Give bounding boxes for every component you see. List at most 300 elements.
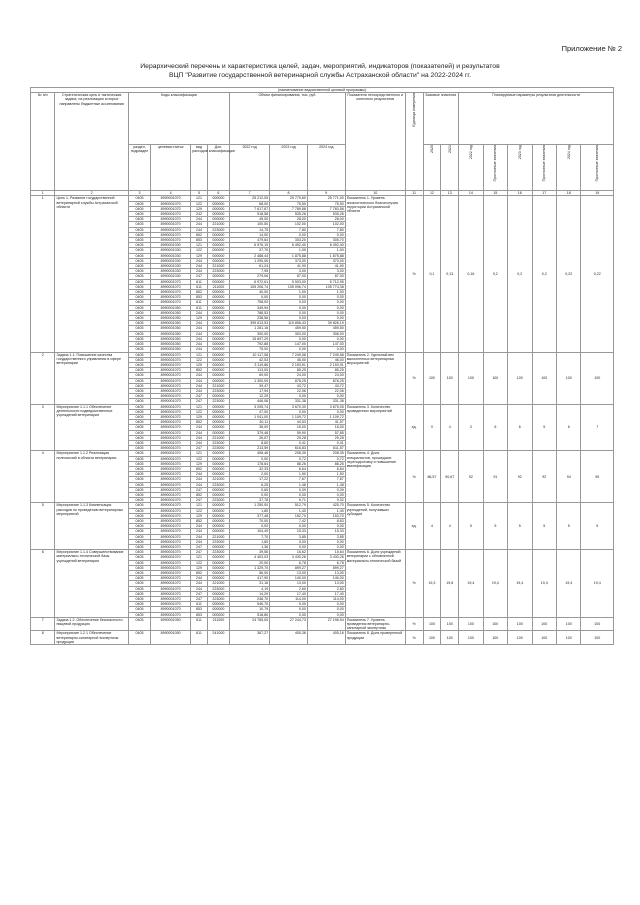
code-cell: 8990001070 — [151, 368, 191, 373]
code-cell: 121 — [191, 352, 208, 357]
finance-cell: 28,00 — [307, 217, 345, 222]
code-cell: 244 — [191, 430, 208, 435]
finance-cell: 1 290,06 — [230, 258, 270, 263]
code-cell: 0405 — [128, 631, 150, 645]
code-cell: 8990001070 — [151, 435, 191, 440]
code-cell: 221000 — [207, 383, 229, 388]
finance-cell: 518,58 — [230, 212, 270, 217]
title-line-1: Иерархический перечень и характеристика целей, задач, мероприятий, индикаторов (показателей) и результатов — [140, 63, 500, 70]
code-cell: 8990001070 — [151, 414, 191, 419]
code-cell: 8990001070 — [151, 284, 191, 289]
finance-cell: 14,75 — [230, 227, 270, 232]
code-cell: 223000 — [207, 399, 229, 404]
code-cell: 0405 — [128, 227, 150, 232]
finance-cell: 2 153,91 — [270, 362, 308, 367]
indicator-value: 0,1 — [423, 196, 441, 352]
code-cell: 0405 — [128, 383, 150, 388]
code-cell: 247 — [191, 550, 208, 555]
indicator-value: 100 — [556, 617, 580, 631]
finance-cell: 6 972,61 — [230, 279, 270, 284]
indicator-value: 0,2 — [508, 196, 532, 352]
code-cell: 000000 — [207, 196, 229, 201]
block-indicator: Показатель 4. Доля специалистов, прошедших переподготовку и повышение квалификации — [345, 451, 405, 503]
code-cell: 0405 — [128, 300, 150, 305]
finance-cell: 153,70 — [307, 513, 345, 518]
code-cell: 0405 — [128, 388, 150, 393]
code-cell: 000000 — [207, 394, 229, 399]
header-ved: раздел, подраздел — [128, 145, 150, 191]
code-cell: 000000 — [207, 461, 229, 466]
indicator-value: 0,2 — [483, 196, 507, 352]
finance-cell: 0,00 — [307, 492, 345, 497]
code-cell: 000000 — [207, 357, 229, 362]
finance-cell: 899,27 — [270, 565, 308, 570]
code-cell: 8990001070 — [151, 295, 191, 300]
column-number: 11 — [405, 191, 423, 196]
code-cell: 223000 — [207, 550, 229, 555]
finance-cell: 114,00 — [307, 597, 345, 602]
finance-cell: 792,88 — [230, 342, 270, 347]
code-cell: 0405 — [128, 258, 150, 263]
finance-cell: 140,00 — [270, 576, 308, 581]
code-cell: 244 — [191, 222, 208, 227]
finance-cell: 0,00 — [270, 336, 308, 341]
code-cell: 247 — [191, 394, 208, 399]
indicator-value: 19,4 — [556, 550, 580, 618]
code-cell: 000000 — [207, 524, 229, 529]
finance-cell: 7,42 — [270, 519, 308, 524]
indicator-value: 100 — [441, 352, 459, 404]
code-cell: 611 — [191, 617, 208, 631]
header-num: № п/п — [31, 93, 55, 191]
finance-cell: 2,60 — [307, 586, 345, 591]
indicator-value: 5 — [556, 503, 580, 550]
document-title — [40, 62, 600, 80]
code-cell: 8990001070 — [151, 555, 191, 560]
code-cell: 0405 — [128, 279, 150, 284]
code-cell: 000000 — [207, 368, 229, 373]
code-cell: 122 — [191, 201, 208, 206]
indicator-value: 5 — [508, 503, 532, 550]
program-table — [30, 87, 614, 645]
code-cell: 852 — [191, 420, 208, 425]
finance-cell: 512,79 — [270, 503, 308, 508]
finance-cell: 3,85 — [307, 534, 345, 539]
code-cell: 0405 — [128, 404, 150, 409]
block-indicator: Показатель 6. Доля учреждений ветеринарии с обновленной материально-технической базой — [345, 550, 405, 618]
indicator-value: 100 — [532, 352, 556, 404]
indicator-value: 6 — [556, 404, 580, 451]
finance-cell: 0,00 — [270, 347, 308, 352]
code-cell: 244 — [191, 326, 208, 331]
finance-cell: 0,00 — [270, 409, 308, 414]
code-cell: 000000 — [207, 217, 229, 222]
code-cell: 8990001030 — [151, 258, 191, 263]
code-cell: 8990001070 — [151, 222, 191, 227]
finance-cell: 0,00 — [307, 524, 345, 529]
code-cell: 8990001070 — [151, 607, 191, 612]
code-cell: 8990001070 — [151, 238, 191, 243]
code-cell: 0405 — [128, 196, 150, 201]
block-goal: Задача 1.1. Повышение качества государственного управления в сфере ветеринарии — [55, 352, 128, 404]
code-cell: 0405 — [128, 305, 150, 310]
code-cell: 000000 — [207, 274, 229, 279]
finance-cell: 6,64 — [270, 466, 308, 471]
code-cell: 0405 — [128, 581, 150, 586]
finance-cell: 9,71 — [270, 498, 308, 503]
code-cell: 0405 — [128, 316, 150, 321]
header-kosgu: Доп. классификация — [207, 145, 229, 191]
code-cell: 0405 — [128, 310, 150, 315]
indicator-value: 0,2 — [532, 196, 556, 352]
block-goal: Цель 1. Развитие государственной ветеринарной службы Астраханской области — [55, 196, 128, 352]
finance-cell: 59,90 — [270, 430, 308, 435]
finance-cell: 6,78 — [307, 560, 345, 565]
finance-cell: 1,40 — [270, 508, 308, 513]
code-cell: 8990001070 — [151, 206, 191, 211]
code-cell: 0405 — [128, 394, 150, 399]
finance-cell: 87,00 — [270, 274, 308, 279]
code-cell: 122 — [191, 508, 208, 513]
code-cell: 0405 — [128, 342, 150, 347]
finance-cell: 75,50 — [270, 201, 308, 206]
code-cell: 611 — [191, 631, 208, 645]
code-cell: 8990001070 — [151, 373, 191, 378]
column-number: 12 — [423, 191, 441, 196]
indicator-value: 0,13 — [441, 196, 459, 352]
block-number: 6 — [31, 550, 55, 618]
code-cell: 8990001030 — [151, 248, 191, 253]
indicator-value: 90,67 — [441, 451, 459, 503]
finance-cell: 85,25 — [270, 368, 308, 373]
finance-cell: 0,00 — [307, 539, 345, 544]
finance-cell: 119 856,43 — [270, 321, 308, 326]
code-cell: 0405 — [128, 451, 150, 456]
finance-cell: 24,00 — [307, 373, 345, 378]
finance-cell: 25 771,00 — [307, 196, 345, 201]
code-cell: 852 — [191, 519, 208, 524]
code-cell: 000000 — [207, 565, 229, 570]
code-cell: 0405 — [128, 248, 150, 253]
indicator-value: 100 — [508, 617, 532, 631]
code-cell: 8990001070 — [151, 545, 191, 550]
finance-cell: 104,49 — [230, 529, 270, 534]
code-cell: 8990001070 — [151, 279, 191, 284]
indicator-value: 100 — [483, 631, 507, 645]
column-number: 16 — [508, 191, 532, 196]
code-cell: 852 — [191, 492, 208, 497]
code-cell: 000000 — [207, 503, 229, 508]
code-cell: 247 — [191, 487, 208, 492]
code-cell: 0405 — [128, 440, 150, 445]
code-cell: 244 — [191, 227, 208, 232]
finance-cell: 3 675,05 — [307, 404, 345, 409]
code-cell: 000000 — [207, 414, 229, 419]
finance-cell: 100,50 — [230, 222, 270, 227]
code-cell: 0405 — [128, 206, 150, 211]
finance-cell: 7,80 — [270, 227, 308, 232]
finance-cell: 14,29 — [230, 591, 270, 596]
finance-cell: 208,35 — [270, 451, 308, 456]
code-cell: 8990001070 — [151, 513, 191, 518]
finance-cell: 25 779,60 — [270, 196, 308, 201]
code-cell: 8990001050 — [151, 326, 191, 331]
code-cell: 8990001030 — [151, 274, 191, 279]
indicator-value: 92 — [459, 451, 483, 503]
code-cell: 0405 — [128, 550, 150, 555]
column-number: 3 — [128, 191, 150, 196]
code-cell: 247 — [191, 399, 208, 404]
code-cell: 0405 — [128, 399, 150, 404]
code-cell: 223000 — [207, 597, 229, 602]
finance-cell: 0,00 — [230, 456, 270, 461]
code-cell: 611 — [191, 300, 208, 305]
finance-cell: 87,00 — [307, 274, 345, 279]
indicator-value: 19,8 — [441, 550, 459, 618]
code-cell: 122 — [191, 357, 208, 362]
indicator-value: 100 — [459, 617, 483, 631]
finance-cell: 0,41 — [270, 440, 308, 445]
code-cell: 8990001070 — [151, 529, 191, 534]
finance-cell: 1,40 — [307, 508, 345, 513]
code-cell: 611 — [191, 279, 208, 284]
finance-cell: 4,19 — [230, 586, 270, 591]
finance-cell: 61,24 — [230, 264, 270, 269]
finance-cell: 0,00 — [230, 524, 270, 529]
code-cell: 244 — [191, 539, 208, 544]
indicator-value: 19,4 — [508, 550, 532, 618]
finance-cell: 0,00 — [307, 310, 345, 315]
header-measure: Единица измерения — [405, 93, 423, 191]
finance-cell: 140,00 — [307, 576, 345, 581]
block-goal: Мероприятие 1.1.3 Компенсация расходов по проведению ветеринарных мероприятий — [55, 503, 128, 550]
block-unit: % — [405, 451, 423, 503]
code-cell: 0405 — [128, 347, 150, 352]
code-cell: 0405 — [128, 430, 150, 435]
code-cell: 0405 — [128, 321, 150, 326]
code-cell: 211000 — [207, 284, 229, 289]
title-line-2: ВЦП "Развитие государственной ветеринарной службы Астраханской области" на 2022-2024 гг. — [169, 72, 471, 79]
code-cell: 000000 — [207, 326, 229, 331]
code-cell: 000000 — [207, 373, 229, 378]
finance-cell: 0,00 — [270, 305, 308, 310]
finance-cell: 0,00 — [307, 409, 345, 414]
finance-cell: 2,00 — [230, 472, 270, 477]
indicator-value: 0,16 — [459, 196, 483, 352]
code-cell: 8990001070 — [151, 524, 191, 529]
finance-cell: 45,00 — [230, 217, 270, 222]
code-cell: 244 — [191, 472, 208, 477]
finance-cell: 417,90 — [230, 576, 270, 581]
code-cell: 000000 — [207, 201, 229, 206]
header-fact-2023: Прогнозные значения — [532, 145, 556, 191]
header-base-2020: 2020 — [423, 145, 441, 191]
finance-cell: 331,38 — [270, 399, 308, 404]
finance-cell: 379,48 — [230, 430, 270, 435]
code-cell: 000000 — [207, 212, 229, 217]
finance-cell: 349,94 — [230, 305, 270, 310]
finance-cell: 238,56 — [230, 316, 270, 321]
finance-cell: 3 430,26 — [307, 555, 345, 560]
code-cell: 000000 — [207, 607, 229, 612]
code-cell: 223000 — [207, 539, 229, 544]
code-cell: 000000 — [207, 342, 229, 347]
code-cell: 000000 — [207, 456, 229, 461]
code-cell: 244 — [191, 217, 208, 222]
finance-cell: 878,25 — [307, 378, 345, 383]
finance-cell: 32,33 — [230, 466, 270, 471]
block-unit: % — [405, 352, 423, 404]
indicator-value: 5 — [532, 503, 556, 550]
indicator-value: 100 — [508, 352, 532, 404]
header-2023: 2023 год — [270, 145, 308, 191]
program-table-wrap — [30, 87, 614, 880]
code-cell: 000000 — [207, 513, 229, 518]
indicator-value: 100 — [581, 617, 614, 631]
code-cell: 8990001070 — [151, 378, 191, 383]
code-cell: 0405 — [128, 420, 150, 425]
indicator-value: 92 — [508, 451, 532, 503]
code-cell: 000000 — [207, 545, 229, 550]
code-cell: 244 — [191, 529, 208, 534]
finance-cell: 75,00 — [230, 347, 270, 352]
column-number: 4 — [151, 191, 191, 196]
finance-cell: 3 119,86 — [230, 362, 270, 367]
finance-cell: 7,80 — [307, 227, 345, 232]
finance-cell: 0,00 — [307, 232, 345, 237]
finance-cell: 22,06 — [270, 388, 308, 393]
code-cell: 8990001070 — [151, 212, 191, 217]
finance-cell: 69,00 — [230, 373, 270, 378]
finance-cell: 0,00 — [307, 545, 345, 550]
finance-cell: 1,00 — [270, 290, 308, 295]
code-cell: 8990001070 — [151, 539, 191, 544]
indicator-value: 100 — [508, 631, 532, 645]
finance-cell: 6 492,40 — [270, 243, 308, 248]
finance-cell: 85,25 — [307, 368, 345, 373]
indicator-value: 7 — [581, 404, 614, 451]
finance-cell: 15,33 — [270, 529, 308, 534]
finance-cell: 303,20 — [270, 238, 308, 243]
finance-cell: 16,00 — [270, 425, 308, 430]
code-cell: 0405 — [128, 425, 150, 430]
block-indicator: Показатель 8. Доля проверенной продукции — [345, 631, 405, 645]
finance-cell: 6,64 — [307, 466, 345, 471]
finance-cell: 31,16 — [230, 581, 270, 586]
finance-cell: 0,00 — [270, 612, 308, 617]
code-cell: 0405 — [128, 331, 150, 336]
block-goal: Мероприятие 1.1.2 Реализация полномочий в области ветеринарии — [55, 451, 128, 503]
indicator-value: 19,4 — [459, 550, 483, 618]
code-cell: 852 — [191, 290, 208, 295]
column-number: 2 — [55, 191, 128, 196]
code-cell: 000000 — [207, 420, 229, 425]
code-cell: 8990001070 — [151, 196, 191, 201]
code-cell: 244 — [191, 310, 208, 315]
code-cell: 8990001070 — [151, 456, 191, 461]
finance-cell: 373,00 — [270, 258, 308, 263]
finance-cell: 113,00 — [230, 368, 270, 373]
finance-cell: 0,00 — [270, 545, 308, 550]
finance-cell: 9,32 — [307, 498, 345, 503]
block-number: 7 — [31, 617, 55, 631]
block-indicator: Показатель 2. Удельный вес выполненных ветеринарных мероприятий — [345, 352, 405, 404]
code-cell: 8990001050 — [151, 331, 191, 336]
indicator-value: 100 — [581, 352, 614, 404]
finance-cell: 29,28 — [307, 435, 345, 440]
code-cell: 0405 — [128, 513, 150, 518]
code-cell: 853 — [191, 607, 208, 612]
column-number: 8 — [270, 191, 308, 196]
column-number: 5 — [191, 191, 208, 196]
code-cell: 000000 — [207, 279, 229, 284]
code-cell: 0405 — [128, 243, 150, 248]
indicator-value: 5 — [483, 503, 507, 550]
finance-cell: 15 697,29 — [230, 336, 270, 341]
code-cell: 0405 — [128, 586, 150, 591]
finance-cell: 1 300,00 — [230, 378, 270, 383]
code-cell: 0405 — [128, 264, 150, 269]
finance-cell: 535,26 — [307, 212, 345, 217]
code-cell: 000000 — [207, 492, 229, 497]
code-cell: 000000 — [207, 321, 229, 326]
finance-cell: 105 096,74 — [270, 284, 308, 289]
indicator-value: 5 — [532, 404, 556, 451]
finance-cell: 41,90 — [270, 264, 308, 269]
indicator-value: 100 — [459, 352, 483, 404]
finance-cell: 1 250,00 — [230, 503, 270, 508]
finance-cell: 331,38 — [307, 399, 345, 404]
finance-cell: 3,00 — [270, 269, 308, 274]
code-cell: 0405 — [128, 503, 150, 508]
code-cell: 8990001070 — [151, 550, 191, 555]
finance-cell: 0,00 — [270, 232, 308, 237]
code-cell: 221000 — [207, 435, 229, 440]
indicator-value: 100 — [441, 631, 459, 645]
code-cell: 121 — [191, 503, 208, 508]
header-plan-2023: 2023 год — [508, 145, 532, 191]
code-cell: 8990001070 — [151, 232, 191, 237]
finance-cell: 1 875,88 — [307, 253, 345, 258]
finance-cell: 303,00 — [270, 331, 308, 336]
column-number: 18 — [556, 191, 580, 196]
block-number: 3 — [31, 404, 55, 451]
block-number: 4 — [31, 451, 55, 503]
code-cell: 8990001050 — [151, 305, 191, 310]
code-cell: 0405 — [128, 274, 150, 279]
code-cell: 8990001070 — [151, 217, 191, 222]
code-cell: 611 — [191, 284, 208, 289]
code-cell: 8990001070 — [151, 300, 191, 305]
code-cell: 0405 — [128, 238, 150, 243]
finance-cell: 7 617,87 — [230, 206, 270, 211]
code-cell: 0405 — [128, 466, 150, 471]
indicator-value: 100 — [423, 631, 441, 645]
code-cell: 223000 — [207, 482, 229, 487]
indicator-value: 4 — [423, 503, 441, 550]
code-cell: 244 — [191, 435, 208, 440]
code-cell: 244 — [191, 336, 208, 341]
indicator-value: 91 — [483, 451, 507, 503]
finance-cell: 3,85 — [270, 534, 308, 539]
finance-cell: 3 670,30 — [270, 404, 308, 409]
finance-cell: 208,35 — [307, 451, 345, 456]
code-cell: 000000 — [207, 466, 229, 471]
finance-cell: 0,00 — [270, 602, 308, 607]
code-cell: 000000 — [207, 258, 229, 263]
column-number: 15 — [483, 191, 507, 196]
code-cell: 8990001070 — [151, 565, 191, 570]
